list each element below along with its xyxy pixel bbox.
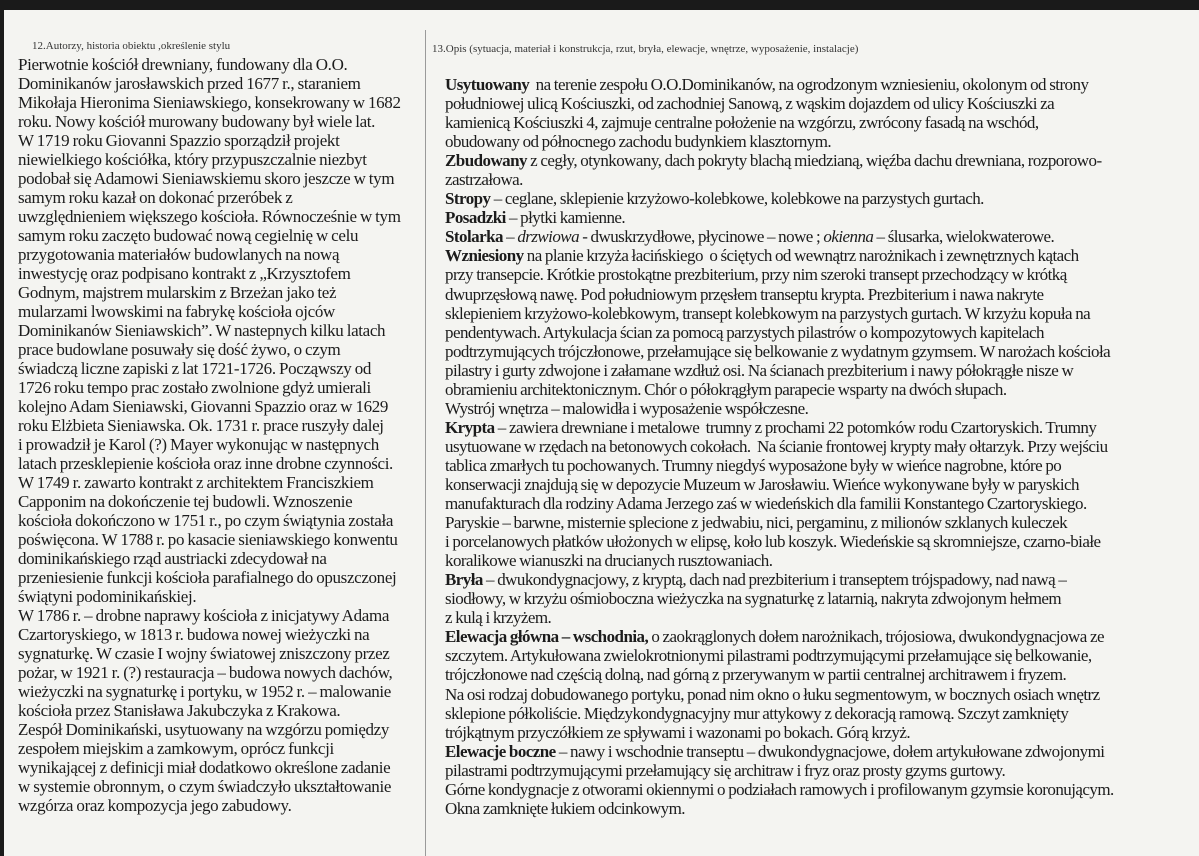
history-text-line: Dominikanów Sieniawskich”. W nastepnych kilku latach (18, 321, 386, 340)
history-text-line: roku Elżbieta Sieniawska. Ok. 1731 r. prace ruszyły dalej (18, 416, 384, 435)
section-lead-term: Posadzki (445, 208, 506, 228)
text-segment: Górne kondygnacje z otworami okiennymi o podziałach ramowych i profilowanym gzymsie koronującym. (445, 779, 1114, 799)
description-text-line (445, 265, 1114, 284)
section-lead-term: Zbudowany (445, 151, 527, 171)
history-text-line: prace budowlane posuwały się dość żywo, o czym (18, 340, 341, 359)
description-text-line (445, 170, 1114, 189)
document-page (4, 10, 1199, 856)
text-segment: siodłowy, w krzyżu ośmioboczna wieżyczka na sygnaturkę z latarnią, nakryta zdwojonym hełmem (445, 589, 1062, 609)
description-text-line (445, 227, 1114, 246)
text-segment: pendentywach. Artykulacja ścian za pomocą parzystych pilastrów o kompozytowych kapitelach (445, 322, 1044, 342)
description-text-line (445, 685, 1114, 704)
history-text-line: pożar, w 1921 r. (?) restauracja – budowa nowych dachów, (18, 663, 393, 682)
description-text-line (445, 323, 1114, 342)
description-text-line (445, 189, 1114, 208)
text-segment: szczytem. Artykułowana zwielokrotnionymi pilastrami podtrzymującymi przełamujące się belkowanie, (445, 646, 1092, 666)
text-segment: Na osi rodzaj dobudowanego portyku, ponad nim okno o łuku segmentowym, w bocznych osiach wnętrz (445, 684, 1100, 704)
history-text-line: W 1749 r. zawarto kontrakt z architektem Franciszkiem (18, 473, 374, 492)
history-text-column (18, 55, 401, 815)
history-text-line: Zespół Dominikański, usytuowany na wzgórzu pomiędzy (18, 720, 390, 739)
text-segment: Paryskie – barwne, misternie splecione z jedwabiu, nici, pergaminu, z milionów szklanych kuleczek (445, 513, 1068, 533)
description-text-line (445, 418, 1114, 437)
history-text-line: wynikającej z definicji miał dodatkowo określone zadanie (18, 758, 391, 777)
history-text-line: niewielkiego kościółka, który przypuszczalnie niezbyt (18, 150, 367, 169)
text-segment: i porcelanowych płatków ułożonych w elipsę, koło lub koszyk. Wiedeńskie są skromniejsze, czarno-białe (445, 532, 1101, 552)
section-lead-term: Stropy (445, 189, 491, 209)
description-text-line (445, 704, 1114, 723)
description-text-line (445, 646, 1114, 665)
text-segment: na planie krzyża łacińskiego o ściętych od wewnątrz narożnikach i zewnętrznych kątach (523, 246, 1079, 266)
description-text-line (445, 494, 1114, 513)
text-segment: dwuprzęsłową nawę. Pod południowym przęsłem transeptu krypta. Prezbiterium i nawa nakryte (445, 284, 1044, 304)
history-text-line: uwzględnieniem większego kościoła. Równocześnie w tym (18, 207, 401, 226)
history-text-line: latach przesklepienie kościoła oraz inne drobne czynności. (18, 454, 393, 473)
history-text-line: Dominikanów jarosławskich przed 1677 r., staraniem (18, 74, 361, 93)
history-text-line: kościoła przez Stanisława Jakubczyka z Krakowa. (18, 701, 341, 720)
text-segment: tablica zmarłych tu pochowanych. Trumny niegdyś wyposażone były w wieńce nagrobne, które po (445, 455, 1062, 475)
section-lead-term: Bryła (445, 570, 483, 590)
text-segment: – nawy i wschodnie transeptu – dwukondygnacjowe, dołem artykułowane zdwojonymi (555, 741, 1105, 761)
text-segment: z cegły, otynkowany, dach pokryty blachą miedzianą, więźba dachu drewniana, rozporowo- (526, 151, 1102, 171)
description-text-line (445, 342, 1114, 361)
text-segment: obramieniu architektonicznym. Chór o półokrągłym parapecie wsparty na dwóch słupach. (445, 379, 1007, 399)
text-segment: obudowany od północnego zachodu budynkiem klasztornym. (445, 132, 832, 152)
description-text-line (445, 456, 1114, 475)
description-text-line (445, 437, 1114, 456)
history-text-line: świątyni podominikańskiej. (18, 587, 197, 606)
text-segment: – płytki kamienne. (505, 208, 626, 228)
text-segment: – (502, 227, 518, 247)
italic-term: okienna (823, 227, 874, 247)
text-segment: zastrzałowa. (445, 170, 523, 190)
description-text-line (445, 665, 1114, 684)
text-segment: – dwukondygnacjowy, z kryptą, dach nad prezbiterium i transeptem trójspadowy, nad nawą – (482, 570, 1067, 590)
history-text-line: mularzami lwowskimi na fabrykę kościoła ojców (18, 302, 335, 321)
section-lead-term: Usytuowany (445, 75, 530, 94)
text-segment: sklepione półkoliście. Międzykondygnacyjny mur attykowy z dekoracją ramową. Szczyt zamknięty (445, 703, 1069, 723)
description-text-line (445, 380, 1114, 399)
italic-term: drzwiowa (517, 227, 580, 247)
description-text-line (445, 627, 1114, 646)
history-text-line: W 1719 roku Giovanni Spazzio sporządził projekt (18, 131, 340, 150)
description-text-line (445, 723, 1114, 742)
section-13-heading: 13.Opis (sytuacja, materiał i konstrukcja, rzut, bryła, elewacje, wnętrze, wyposażenie, instalacje) (432, 43, 859, 55)
text-segment: – zawiera drewniane i metalowe trumny z prochami 22 potomków rodu Czartoryskich. Trumny (494, 417, 1097, 437)
history-text-line: Czartoryskiego, w 1813 r. budowa nowej wieżyczki na (18, 625, 370, 644)
history-text-line: samym roku kazał on dokonać przeróbek z (18, 188, 293, 207)
description-text-line (445, 285, 1114, 304)
history-text-line: i prowadził je Karol (?) Mayer wykonując w następnych (18, 435, 379, 454)
history-text-line: podobał się Adamowi Sieniawskiemu skoro jeszcze w tym (18, 169, 395, 188)
description-text-line (445, 532, 1114, 551)
history-text-line: poświęcona. W 1788 r. po kasacie sieniawskiego konwentu (18, 530, 398, 549)
section-12-heading: 12.Autorzy, historia obiektu ,określenie stylu (32, 40, 231, 52)
history-text-line: Godnym, majstrem mularskim z Brzeżan jako też (18, 283, 337, 302)
description-text-line (445, 361, 1114, 380)
history-text-line: kościoła dokończono w 1751 r., po czym świątynia została (18, 511, 394, 530)
description-text-line (445, 208, 1114, 227)
history-text-line: zespołem miejskim a zamkowym, oprócz funkcji (18, 739, 334, 758)
description-text-line (445, 304, 1114, 323)
text-segment: trójkątnym przyczółkiem ze spływami i wazonami po bokach. Górą krzyż. (445, 722, 911, 742)
text-segment: z kulą i krzyżem. (445, 608, 552, 628)
description-text-column (445, 75, 1114, 818)
description-text-line (445, 151, 1114, 170)
history-text-line: w systemie obronnym, o czym świadczyło ukształtowanie (18, 777, 392, 796)
section-lead-term: Elewacje boczne (445, 741, 556, 761)
history-text-line: przygotowania materiałów budowlanych na nową (18, 245, 340, 264)
description-text-line (445, 799, 1114, 818)
history-text-line: Mikołaja Hieronima Sieniawskiego, konsekrowany w 1682 (18, 93, 401, 112)
text-segment: na terenie zespołu O.O.Dominikanów, na ogrodzonym wzniesieniu, okolonym od strony (529, 75, 1089, 94)
text-segment: usytuowane w rzędach na betonowych cokołach. Na ścianie frontowej krypty mały ołtarzyk. Przy wejściu (445, 436, 1108, 456)
description-text-line (445, 399, 1114, 418)
history-text-line: przeniesienie funkcji kościoła parafialnego do opuszczonej (18, 568, 397, 587)
description-text-line (445, 551, 1114, 570)
section-lead-term: Elewacja główna – wschodnia, (445, 627, 649, 647)
text-segment: o zaokrąglonych dołem narożnikach, trójosiowa, dwukondygnacjowa ze (648, 627, 1104, 647)
history-text-line: wieżyczki na sygnaturkę i portyku, w 1952 r. – malowanie (18, 682, 391, 701)
text-segment: przy transepcie. Krótkie prostokątne prezbiterium, przy nim szeroki transept przechodzący w krótką (445, 265, 1067, 285)
text-segment: – ślusarka, wielokwaterowe. (873, 227, 1055, 247)
history-text-line: inwestycję oraz podpisano kontrakt z „Krzysztofem (18, 264, 351, 283)
text-segment: podtrzymujących trójczłonowe, przełamujące się belkowanie z wydatnym gzymsem. W narożach kościoła (445, 341, 1111, 361)
text-segment: Wystrój wnętrza – malowidła i wyposażenie współczesne. (445, 398, 809, 418)
history-text-line: samym roku zaczęto budować nową cegielnię w celu (18, 226, 359, 245)
history-text-line: wzgórza oraz kompozycja jego zabudowy. (18, 796, 292, 815)
column-divider (425, 30, 426, 856)
description-text-line (445, 761, 1114, 780)
description-text-line (445, 246, 1114, 265)
history-text-line: 1726 roku tempo prac zostało zwolnione gdyż umierali (18, 378, 371, 397)
history-text-line: sygnaturkę. W czasie I wojny światowej zniszczony przez (18, 644, 390, 663)
text-segment: Okna zamknięte łukiem odcinkowym. (445, 798, 686, 818)
description-text-line (445, 475, 1114, 494)
description-text-line (445, 94, 1114, 113)
history-text-line: dominikańskiego rząd austriacki zdecydował na (18, 549, 327, 568)
text-segment: konserwacji znajdują się w depozycie Muzeum w Jarosławiu. Wieńce wykonywane były w paryskich (445, 474, 1080, 494)
text-segment: pilastrami podtrzymującymi przełamujący się architraw i fryz oraz prosty gzyms gurtowy. (445, 760, 1006, 780)
description-text-line (445, 742, 1114, 761)
text-segment: – ceglane, sklepienie krzyżowo-kolebkowe, kolebkowe na parzystych gurtach. (490, 189, 984, 209)
section-lead-term: Stolarka (445, 227, 503, 247)
history-text-line: W 1786 r. – drobne naprawy kościoła z inicjatywy Adama (18, 606, 390, 625)
description-text-line (445, 570, 1114, 589)
description-text-line (445, 780, 1114, 799)
description-text-line (445, 589, 1114, 608)
history-text-line: kolejno Adam Sieniawski, Giovanni Spazzio oraz w 1629 (18, 397, 389, 416)
description-text-line (445, 113, 1114, 132)
text-segment: manufakturach dla rodziny Adama Jerzego zaś w wiedeńskich dla familii Konstantego Czartoryskiego. (445, 494, 1087, 514)
history-text-line: roku. Nowy kościół murowany budowany był wiele lat. (18, 112, 376, 131)
history-text-line: Capponim na dokończenie tej budowli. Wznoszenie (18, 492, 353, 511)
text-segment: koralikowe wianuszki na drucianych rusztowaniach. (445, 551, 773, 571)
history-text-line: świadczą liczne zapiski z lat 1721-1726. Począwszy od (18, 359, 372, 378)
description-text-line (445, 75, 1114, 94)
text-segment: południowej ulicą Kościuszki, od zachodniej Sanową, z wąskim dojazdem od ulicy Kościuszki za (445, 94, 1055, 114)
description-text-line (445, 132, 1114, 151)
section-lead-term: Krypta (445, 417, 495, 437)
description-text-line (445, 513, 1114, 532)
history-text-line: Pierwotnie kościół drewniany, fundowany dla O.O. (18, 55, 348, 74)
text-segment: sklepieniem krzyżowo-kolebkowym, transept kolebkowym na parzystych gurtach. W krzyżu kopuła na (445, 303, 1091, 323)
text-segment: pilastry i gurty zdwojone i załamane wzdłuż osi. Na ścianach prezbiterium i nawy półokrągłe nisze w (445, 360, 1074, 380)
text-segment: kamienicą Kościuszki 4, zajmuje centralne położenie na wzgórzu, zwrócony fasadą na wschód, (445, 113, 1039, 133)
description-text-line (445, 608, 1114, 627)
text-segment: trójczłonowe nad częścią dolną, nad górną z przerywanym w partii centralnej architrawem i fryzem. (445, 665, 1067, 685)
text-segment: - dwuskrzydłowe, płycinowe – nowe ; (579, 227, 824, 247)
section-lead-term: Wzniesiony (445, 246, 524, 266)
